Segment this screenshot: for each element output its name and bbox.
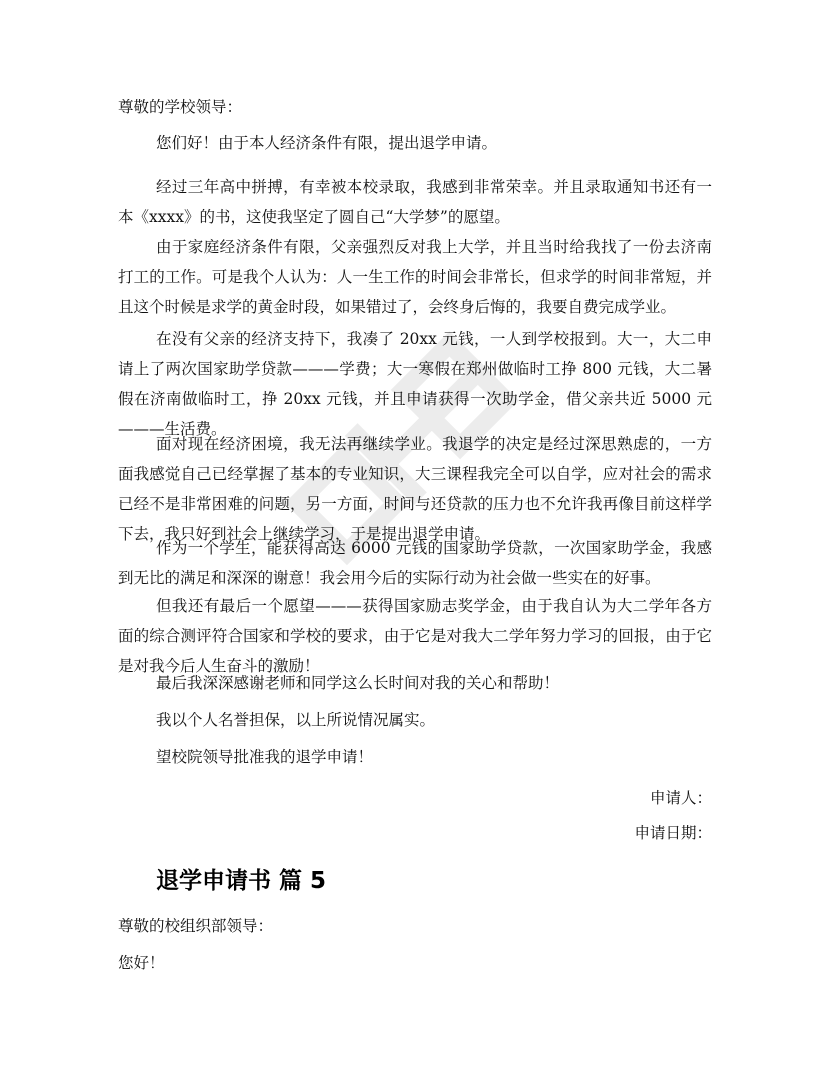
section-heading: 退学申请书 篇 5 xyxy=(156,868,327,894)
letter-greeting: 您们好！由于本人经济条件有限，提出退学申请。 xyxy=(156,134,498,152)
letter-paragraph-6: 但我还有最后一个愿望———获得国家励志奖学金，由于我自认为大二学年各方面的综合测评符合国家和学校的要求，由于它是对我大二学年努力学习的回报，由于它是对我今后人生奋斗的激励！ xyxy=(118,597,712,675)
letter-closing-3: 望校院领导批准我的退学申请！ xyxy=(156,748,374,766)
letter-closing-1: 最后我深深感谢老师和同学这么长时间对我的关心和帮助！ xyxy=(156,674,560,692)
letter-paragraph-2: 由于家庭经济条件有限，父亲强烈反对我上大学，并且当时给我找了一份去济南打工的工作。可是我个人认为：人一生工作的时间会非常长，但求学的时间非常短，并且这个时候是求学的黄金时段，如果错过了，会终身后悔的，我要自费完成学业。 xyxy=(118,238,712,316)
section5-salutation: 尊敬的校组织部领导： xyxy=(118,917,274,935)
date-label: 申请日期： xyxy=(634,824,712,842)
section5-greeting: 您好！ xyxy=(118,954,165,972)
letter-paragraph-1: 经过三年高中拼搏，有幸被本校录取，我感到非常荣幸。并且录取通知书还有一本《xxxx》的书，这使我坚定了圆自己“大学梦”的愿望。 xyxy=(118,178,712,226)
letter-closing-2: 我以个人名誉担保，以上所说情况属实。 xyxy=(156,711,436,729)
applicant-label: 申请人： xyxy=(649,789,712,807)
letter-paragraph-4: 面对现在经济困境，我无法再继续学业。我退学的决定是经过深思熟虑的，一方面我感觉自己已经掌握了基本的专业知识，大三课程我完全可以自学，应对社会的需求已经不是非常困难的问题，另一方面，时间与还贷款的压力也不允许我再像目前这样学下去，我只好到社会上继续学习，于是提出退学申请。 xyxy=(118,435,712,543)
letter-paragraph-3: 在没有父亲的经济支持下，我凑了 20xx 元钱，一人到学校报到。大一，大二申请上了两次国家助学贷款———学费；大一寒假在郑州做临时工挣 800 元钱，大二暑假在济南做临时工，挣 20xx 元钱，并且申请获得一次助学金，借父亲共近 5000 元———生活费。 xyxy=(118,330,712,438)
letter-paragraph-5: 作为一个学生，能获得高达 6000 元钱的国家助学贷款，一次国家助学金，我感到无比的满足和深深的谢意！我会用今后的实际行动为社会做一些实在的好事。 xyxy=(118,539,712,587)
letter-salutation: 尊敬的学校领导： xyxy=(118,98,243,116)
